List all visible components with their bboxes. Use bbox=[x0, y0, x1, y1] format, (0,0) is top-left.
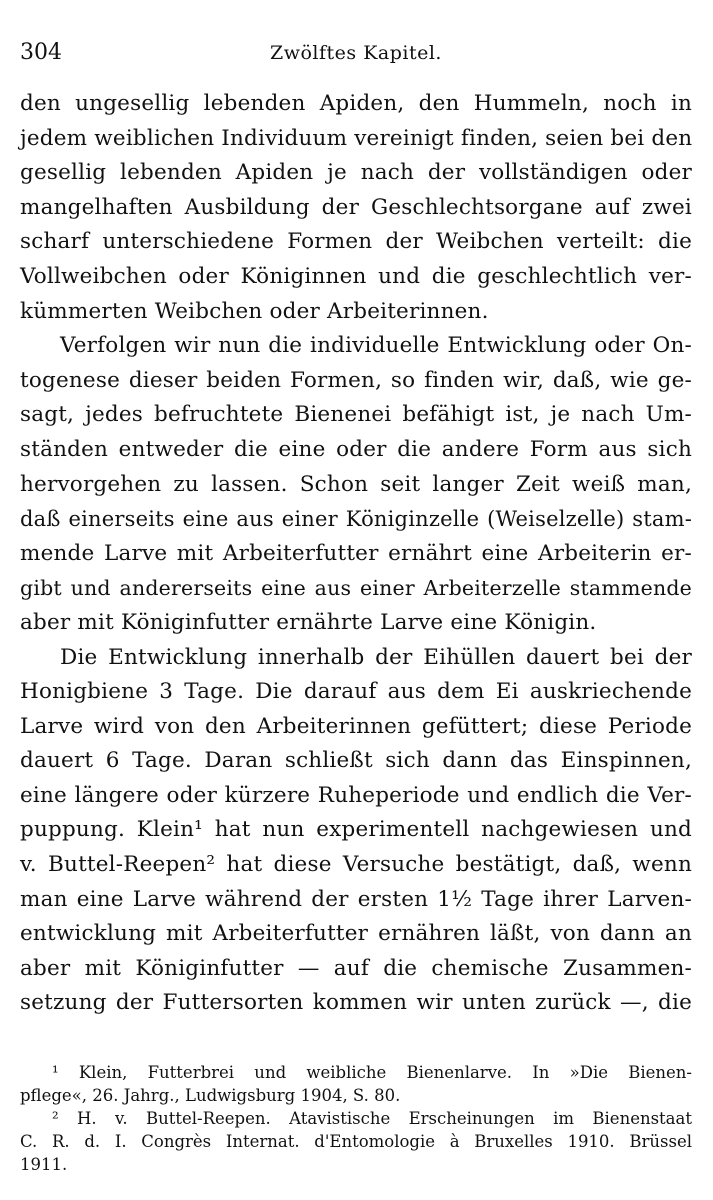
footnote-line: C. R. d. I. Congrès Internat. d'Entomologie à Bruxelles 1910. Brüssel bbox=[20, 1132, 692, 1151]
text-line: daß einerseits eine aus einer Königinzelle (Weiselzelle) stam- bbox=[20, 507, 692, 532]
text-line: ständen entweder die eine oder die andere Form aus sich bbox=[20, 436, 692, 462]
text-line: kümmerten Weibchen oder Arbeiterinnen. bbox=[20, 298, 489, 324]
footnote-line: pflege«, 26. Jahrg., Ludwigsburg 1904, S. 80. bbox=[20, 1086, 401, 1105]
page-header bbox=[20, 40, 692, 72]
footnotes bbox=[20, 1061, 692, 1176]
text-line: den ungesellig lebenden Apiden, den Hummeln, noch in bbox=[20, 91, 692, 116]
text-line: Verfolgen wir nun die individuelle Entwicklung oder On- bbox=[60, 333, 692, 359]
footnote-line: ¹ Klein, Futterbrei und weibliche Bienenlarve. In »Die Bienen- bbox=[52, 1063, 692, 1082]
body-text bbox=[20, 87, 692, 1021]
text-line: puppung. Klein¹ hat nun experimentell nachgewiesen und bbox=[20, 817, 692, 843]
running-head: Zwölftes Kapitel. bbox=[270, 42, 442, 64]
text-line: aber mit Königinfutter — auf die chemische Zusammen- bbox=[20, 955, 692, 981]
text-line: Larve wird von den Arbeiterinnen gefüttert; diese Periode bbox=[20, 713, 692, 739]
text-line: gesellig lebenden Apiden je nach der vollständigen oder bbox=[20, 160, 692, 186]
text-line: mende Larve mit Arbeiterfutter ernährt eine Arbeiterin er- bbox=[20, 540, 692, 566]
text-line: setzung der Futtersorten kommen wir unten zurück —, die bbox=[20, 990, 692, 1016]
text-line: dauert 6 Tage. Daran schließt sich dann das Einspinnen, bbox=[20, 748, 692, 774]
text-line: togenese dieser beiden Formen, so finden wir, daß, wie ge- bbox=[20, 367, 692, 393]
text-line: man eine Larve während der ersten 1½ Tage ihrer Larven- bbox=[20, 886, 692, 912]
text-line: eine längere oder kürzere Ruheperiode und endlich die Ver- bbox=[20, 782, 692, 808]
text-line: mangelhaften Ausbildung der Geschlechtsorgane auf zwei bbox=[20, 194, 692, 220]
text-line: hervorgehen zu lassen. Schon seit langer Zeit weiß man, bbox=[20, 471, 692, 497]
page-number: 304 bbox=[20, 40, 62, 65]
footnote-line: ² H. v. Buttel-Reepen. Atavistische Erscheinungen im Bienenstaat bbox=[52, 1109, 692, 1128]
text-line: gibt und andererseits eine aus einer Arbeiterzelle stammende bbox=[20, 576, 692, 601]
text-line: sagt, jedes befruchtete Bienenei befähigt ist, je nach Um- bbox=[20, 402, 692, 428]
text-line: entwicklung mit Arbeiterfutter ernähren läßt, von dann an bbox=[20, 921, 692, 947]
text-line: Honigbiene 3 Tage. Die darauf aus dem Ei auskriechende bbox=[20, 679, 692, 705]
text-line: Vollweibchen oder Königinnen und die geschlechtlich ver- bbox=[20, 263, 692, 289]
text-line: aber mit Königinfutter ernährte Larve eine Königin. bbox=[20, 609, 597, 635]
text-line: Die Entwicklung innerhalb der Eihüllen dauert bei der bbox=[60, 644, 692, 670]
text-line: v. Buttel-Reepen² hat diese Versuche bestätigt, daß, wenn bbox=[20, 852, 692, 878]
footnote-line: 1911. bbox=[20, 1155, 68, 1174]
text-line: scharf unterschiedene Formen der Weibchen verteilt: die bbox=[20, 229, 692, 255]
text-line: jedem weiblichen Individuum vereinigt finden, seien bei den bbox=[20, 125, 693, 151]
